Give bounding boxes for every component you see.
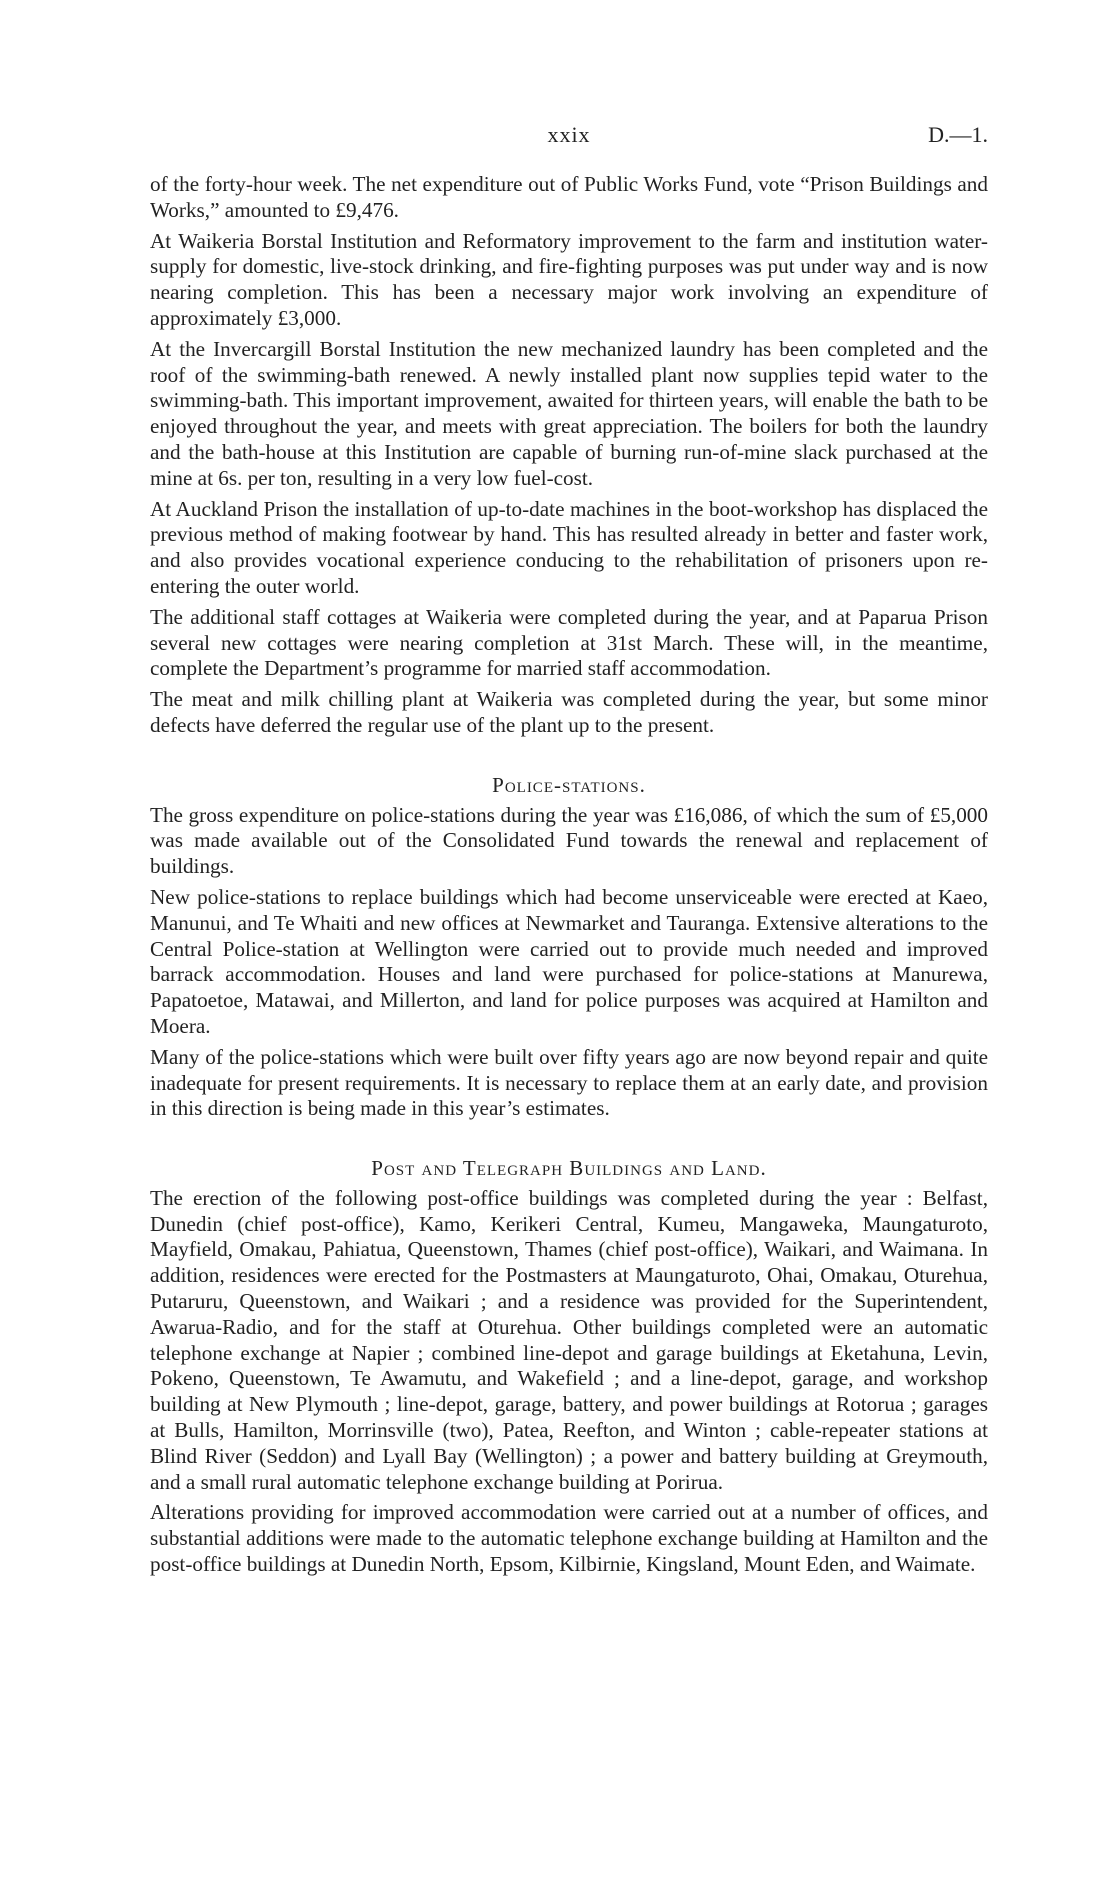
post-telegraph-section [150,1156,988,1578]
paragraph: At Auckland Prison the installation of up-to-date machines in the boot-workshop has displaced the previous method of making footwear by hand. This has resulted already in better and faster work, and also provides vocational experience conducing to the rehabilitation of prisoners upon re-entering the outer world. [150,496,988,598]
paragraph: Many of the police-stations which were built over fifty years ago are now beyond repair and quite inadequate for present requirements. It is necessary to replace them at an early date, and provision in this direction is being made in this year’s estimates. [150,1044,988,1121]
section-heading: Post and Telegraph Buildings and Land. [371,1156,767,1181]
paragraph: At the Invercargill Borstal Institution the new mechanized laundry has been completed and the roof of the swimming-bath renewed. A newly installed plant now supplies tepid water to the swimming-bath. This important improvement, awaited for thirteen years, will enable the bath to be enjoyed throughout the year, and meets with great appreciation. The boilers for both the laundry and the bath-house at this Institution are capable of burning run-of-mine slack purchased at the mine at 6s. per ton, resulting in a very low fuel-cost. [150,336,988,490]
paragraph: The erection of the following post-office buildings was completed during the year : Belfast, Dunedin (chief post-office), Kamo, Kerikeri Central, Kumeu, Mangaweka, Maungaturoto, Mayfield, Omakau, Pahiatua, Queenstown, Thames (chief post-office), Waikari, and Waimana. In addition, residences were erected for the Postmasters at Maungaturoto, Ohai, Omakau, Oturehua, Putaruru, Queenstown, and Waikari ; and a residence was provided for the Superintendent, Awarua-Radio, and for the staff at Oturehua. Other buildings completed were an automatic telephone exchange at Napier ; combined line-depot and garage buildings at Eketahuna, Levin, Pokeno, Queenstown, Te Awamutu, and Wakefield ; and a line-depot, garage, and workshop building at New Plymouth ; line-depot, garage, battery, and power buildings at Rotorua ; garages at Bulls, Hamilton, Morrinsville (two), Patea, Reefton, and Winton ; cable-repeater stations at Blind River (Seddon) and Lyall Bay (Wellington) ; a power and battery building at Greymouth, and a small rural automatic telephone exchange building at Porirua. [150,1185,988,1494]
police-stations-section [150,773,988,1122]
section-heading: Police-stations. [492,772,646,797]
paragraph: At Waikeria Borstal Institution and Reformatory improvement to the farm and institution water-supply for domestic, live-stock drinking, and fire-fighting purposes was put under way and is now nearing completion. This has been a necessary major work involving an expenditure of approximately £3,000. [150,228,988,330]
document-reference: D.—1. [928,122,988,147]
paragraph: The meat and milk chilling plant at Waikeria was completed during the year, but some minor defects have deferred the regular use of the plant up to the present. [150,687,988,737]
paragraph: The additional staff cottages at Waikeria were completed during the year, and at Paparua Prison several new cottages were nearing completion at 31st March. These will, in the meantime, complete the Department’s programme for married staff accommodation. [150,604,988,681]
paragraph: New police-stations to replace buildings which had become unserviceable were erected at Kaeo, Manunui, and Te Whaiti and new offices at Newmarket and Tauranga. Extensive alterations to the Central Police-station at Wellington were carried out to provide much needed and improved barrack accommodation. Houses and land were purchased for police-stations at Manurewa, Papatoetoe, Matawai, and Millerton, and land for police purposes was acquired at Hamilton and Moera. [150,884,988,1038]
page-number: xxix [547,122,591,147]
paragraph: The gross expenditure on police-stations during the year was £16,086, of which the sum of £5,000 was made available out of the Consolidated Fund towards the renewal and replacement of buildings. [150,802,988,879]
paragraph: of the forty-hour week. The net expenditure out of Public Works Fund, vote “Prison Buildings and Works,” amounted to £9,476. [150,172,988,222]
body-text [150,172,988,1583]
running-header [150,122,988,152]
paragraph: Alterations providing for improved accommodation were carried out at a number of offices, and substantial additions were made to the automatic telephone exchange building at Hamilton and the post-office buildings at Dunedin North, Epsom, Kilbirnie, Kingsland, Mount Eden, and Waimate. [150,1500,988,1577]
prisons-section-continued [150,172,988,739]
